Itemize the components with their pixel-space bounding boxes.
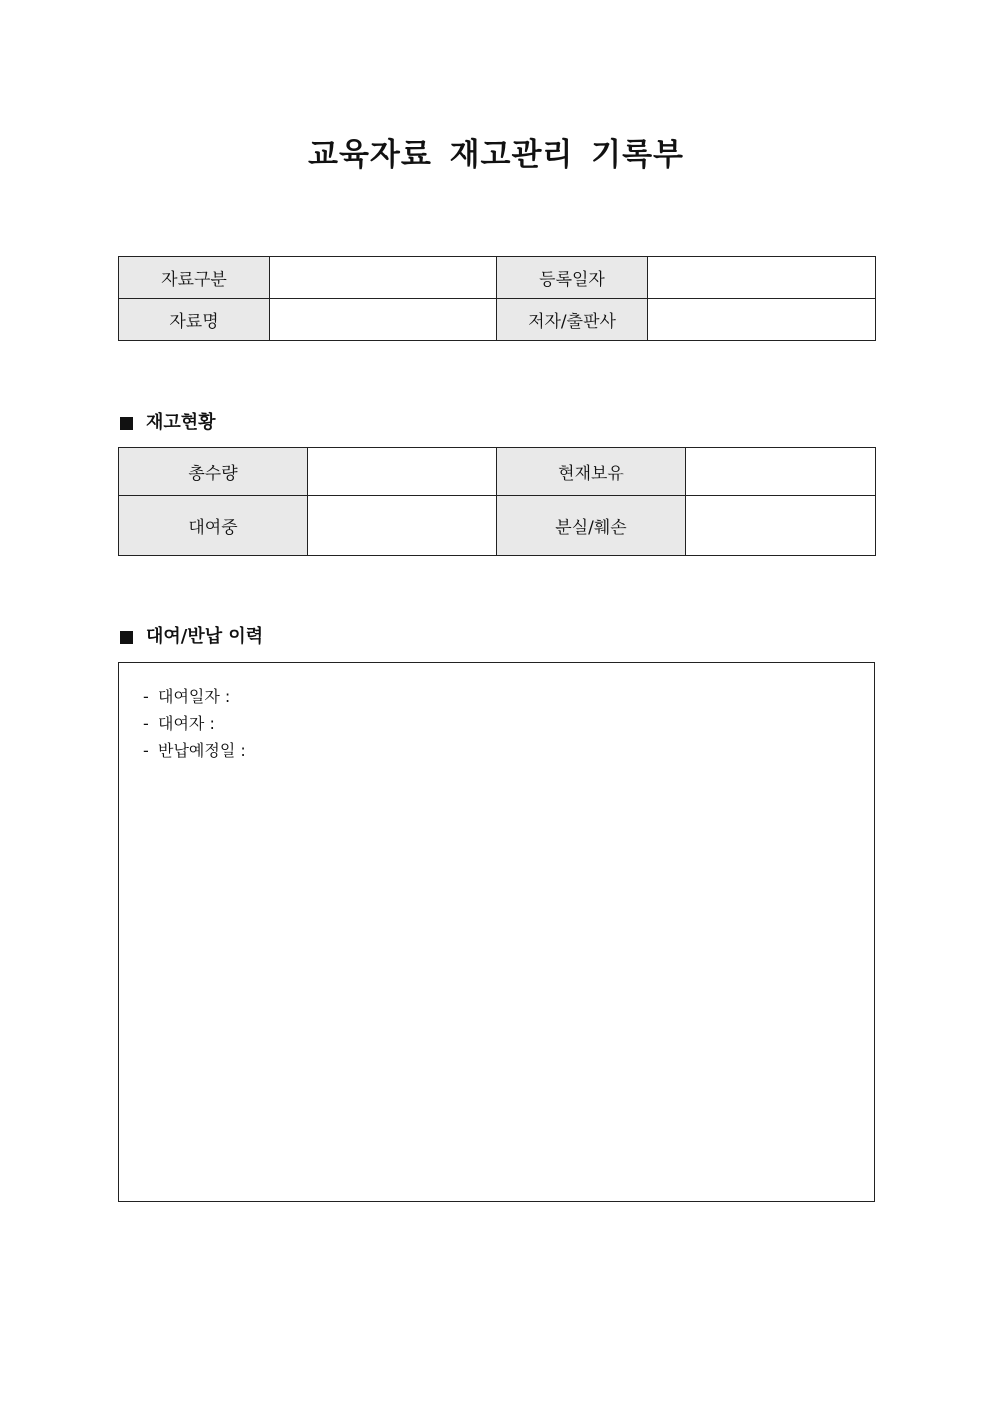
dash-bullet: - bbox=[143, 714, 149, 733]
material-name-label: 자료명 bbox=[119, 299, 270, 341]
lost-damaged-field[interactable] bbox=[686, 496, 876, 556]
registration-date-field[interactable] bbox=[648, 257, 876, 299]
list-item bbox=[143, 710, 874, 737]
total-quantity-label: 총수량 bbox=[119, 448, 308, 496]
history-field-list bbox=[119, 663, 874, 764]
on-loan-label: 대여중 bbox=[119, 496, 308, 556]
registration-date-label: 등록일자 bbox=[497, 257, 648, 299]
lost-damaged-label: 분실/훼손 bbox=[497, 496, 686, 556]
total-quantity-field[interactable] bbox=[308, 448, 497, 496]
list-item bbox=[143, 683, 874, 710]
dash-bullet: - bbox=[143, 687, 149, 706]
material-name-field[interactable] bbox=[270, 299, 497, 341]
stock-section-heading bbox=[118, 411, 216, 435]
history-heading-text: 대여/반납 이력 bbox=[146, 626, 264, 647]
material-category-field[interactable] bbox=[270, 257, 497, 299]
table-row bbox=[119, 299, 876, 341]
current-holding-label: 현재보유 bbox=[497, 448, 686, 496]
table-row bbox=[119, 448, 876, 496]
history-entry-box[interactable] bbox=[118, 662, 875, 1202]
material-info-table bbox=[118, 256, 876, 341]
current-holding-field[interactable] bbox=[686, 448, 876, 496]
material-category-label: 자료구분 bbox=[119, 257, 270, 299]
history-section-heading bbox=[118, 625, 263, 649]
on-loan-field[interactable] bbox=[308, 496, 497, 556]
stock-status-table bbox=[118, 447, 876, 556]
page-title: 교육자료 재고관리 기록부 bbox=[308, 137, 684, 173]
author-publisher-label: 저자/출판사 bbox=[497, 299, 648, 341]
square-bullet-icon bbox=[120, 417, 133, 430]
list-item bbox=[143, 737, 874, 764]
table-row bbox=[119, 496, 876, 556]
due-date-label: 반납예정일 : bbox=[158, 741, 246, 760]
loan-date-label: 대여일자 : bbox=[158, 687, 231, 706]
table-row bbox=[119, 257, 876, 299]
author-publisher-field[interactable] bbox=[648, 299, 876, 341]
borrower-label: 대여자 : bbox=[158, 714, 215, 733]
square-bullet-icon bbox=[120, 631, 133, 644]
dash-bullet: - bbox=[143, 741, 149, 760]
stock-heading-text: 재고현황 bbox=[146, 412, 216, 433]
